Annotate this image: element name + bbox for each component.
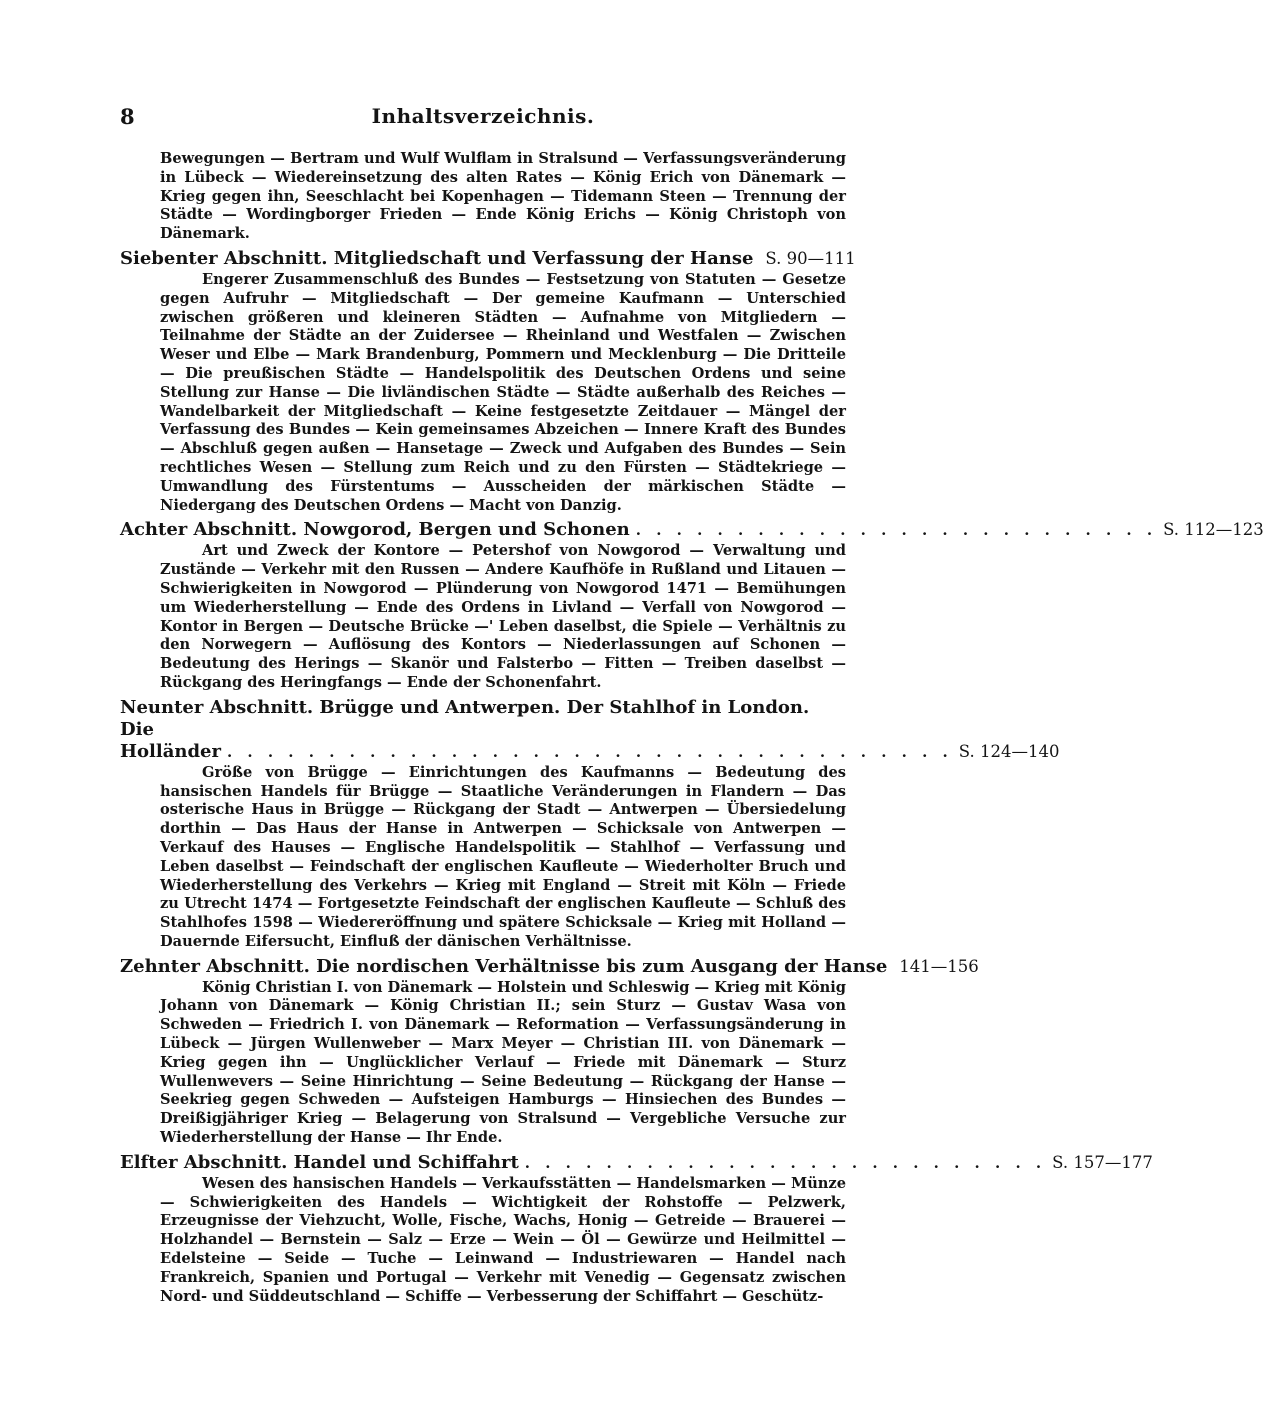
intro-paragraph: Bewegungen — Bertram und Wulf Wulflam in Stralsund — Verfassungsveränderung in Lübeck — Wiedereinsetzung des alten Rates — König Erich von Dänemark — Krieg gegen ihn, Seeschlacht bei Kopenhagen — Tidemann Steen — Trennung der Städte — Wordingborger Frieden — Ende König Erichs — König Christoph von Dänemark. <box>160 150 846 243</box>
chapter-heading <box>120 519 1264 541</box>
chapter-11 <box>120 1151 1153 1307</box>
page-range: S. 124—140 <box>958 741 1060 761</box>
chapter-9 <box>120 696 1060 952</box>
chapter-title-row2 <box>120 740 1060 763</box>
chapter-summary: König Christian I. von Dänemark — Holstein und Schleswig — Krieg mit König Johann von Dänemark — König Christian II.; sein Sturz — Gustav Wasa von Schweden — Friedrich I. von Dänemark — Reformation — Verfassungsänderung in Lübeck — Jürgen Wullenweber — Marx Meyer — Christian III. von Dänemark — Krieg gegen ihn — Unglücklicher Verlauf — Friede mit Dänemark — Sturz Wullenwevers — Seine Hinrichtung — Seine Bedeutung — Rückgang der Hanse — Seekrieg gegen Schweden — Aufsteigen Hamburgs — Hinsiechen des Bundes — Dreißigjähriger Krieg — Belagerung von Stralsund — Vergebliche Versuche zur Wiederherstellung der Hanse — Ihr Ende. <box>160 978 846 1147</box>
page-number: 8 <box>120 104 135 129</box>
chapter-summary: Größe von Brügge — Einrichtungen des Kaufmanns — Bedeutung des hansischen Handels für Brügge — Staatliche Veränderungen in Flandern — Das osterische Haus in Brügge — Rückgang der Stadt — Antwerpen — Übersiedelung dorthin — Das Haus der Hanse in Antwerpen — Schicksale von Antwerpen — Verkauf des Hauses — Englische Handelspolitik — Stahlhof — Verfassung und Leben daselbst — Feindschaft der englischen Kaufleute — Wiederholter Bruch und Wiederherstellung des Verkehrs — Krieg mit England — Streit mit Köln — Friede zu Utrecht 1474 — Fortgesetzte Feindschaft der englischen Kaufleute — Schluß des Stahlhofes 1598 — Wiedereröffnung und spätere Schicksale — Krieg mit Holland — Dauernde Eifersucht, Einfluß der dänischen Verhältnisse. <box>160 763 846 950</box>
chapter-summary: Wesen des hansischen Handels — Verkaufsstätten — Handelsmarken — Münze — Schwierigkeiten des Handels — Wichtigkeit der Rohstoffe — Pelzwerk, Erzeugnisse der Viehzucht, Wolle, Fische, Wachs, Honig — Getreide — Brauerei — Holzhandel — Bernstein — Salz — Erze — Wein — Öl — Gewürze und Heilmittel — Edelsteine — Seide — Tuche — Leinwand — Industriewaren — Handel nach Frankreich, Spanien und Portugal — Verkehr mit Venedig — Gegensatz zwischen Nord- und Süddeutschland — Schiffe — Verbesserung der Schiffahrt — Geschütz- <box>160 1174 846 1305</box>
page-header <box>120 104 846 130</box>
page-range: 141—156 <box>899 956 979 976</box>
page-range: S. 90—111 <box>765 248 856 268</box>
chapter-heading <box>120 247 856 270</box>
chapter-title: Neunter Abschnitt. Brügge und Antwerpen. Der Stahlhof in London. Die <box>120 696 810 740</box>
chapter-heading <box>120 955 979 978</box>
leader-dots: . . . . . . . . . . . . . . . . . . . . . . . . . . <box>524 1153 1047 1172</box>
chapter-title: Elfter Abschnitt. Handel und Schiffahrt <box>120 1151 519 1173</box>
chapter-title: Achter Abschnitt. Nowgorod, Bergen und Schonen <box>120 519 630 541</box>
chapter-title-continuation: Holländer <box>120 740 221 762</box>
table-of-contents <box>120 150 1264 1306</box>
chapter-heading <box>120 696 1060 763</box>
chapter-8 <box>120 519 1264 692</box>
chapter-10 <box>120 955 979 1148</box>
chapter-summary: Engerer Zusammenschluß des Bundes — Festsetzung von Statuten — Gesetze gegen Aufruhr — Mitgliedschaft — Der gemeine Kaufmann — Unterschied zwischen größeren und kleineren Städten — Aufnahme von Mitgliedern — Teilnahme der Städte an der Zuidersee — Rheinland und Westfalen — Zwischen Weser und Elbe — Mark Brandenburg, Pommern und Mecklenburg — Die Dritteile — Die preußischen Städte — Handelspolitik des Deutschen Ordens und seine Stellung zur Hanse — Die livländischen Städte — Städte außerhalb des Reiches — Wandelbarkeit der Mitgliedschaft — Keine festgesetzte Zeitdauer — Mängel der Verfassung des Bundes — Kein gemeinsames Abzeichen — Innere Kraft des Bundes — Abschluß gegen außen — Hansetage — Zweck und Aufgaben des Bundes — Sein rechtliches Wesen — Stellung zum Reich und zu den Fürsten — Städtekriege — Umwandlung des Fürstentums — Ausscheiden der märkischen Städte — Niedergang des Deutschen Ordens — Macht von Danzig. <box>160 270 846 514</box>
running-title: Inhaltsverzeichnis. <box>371 104 595 128</box>
chapter-heading <box>120 1151 1153 1174</box>
page-range: S. 157—177 <box>1052 1152 1153 1172</box>
page-range: S. 112—123 <box>1163 520 1264 540</box>
leader-dots: . . . . . . . . . . . . . . . . . . . . . . . . . . <box>635 521 1158 540</box>
chapter-7 <box>120 247 856 515</box>
leader-dots: . . . . . . . . . . . . . . . . . . . . . . . . . . . . . . . . . . . . <box>226 742 953 761</box>
chapter-summary: Art und Zweck der Kontore — Petershof von Nowgorod — Verwaltung und Zustände — Verkehr mit den Russen — Andere Kaufhöfe in Rußland und Litauen — Schwierigkeiten in Nowgorod — Plünderung von Nowgorod 1471 — Bemühungen um Wiederherstellung — Ende des Ordens in Livland — Verfall von Nowgorod — Kontor in Bergen — Deutsche Brücke —' Leben daselbst, die Spiele — Verhältnis zu den Norwegern — Auflösung des Kontors — Niederlassungen auf Schonen — Bedeutung des Herings — Skanör und Falsterbo — Fitten — Treiben daselbst — Rückgang des Heringfangs — Ende der Schonenfahrt. <box>160 542 846 691</box>
chapter-title: Zehnter Abschnitt. Die nordischen Verhältnisse bis zum Ausgang der Hanse <box>120 955 888 977</box>
chapter-title: Siebenter Abschnitt. Mitgliedschaft und Verfassung der Hanse <box>120 247 754 269</box>
